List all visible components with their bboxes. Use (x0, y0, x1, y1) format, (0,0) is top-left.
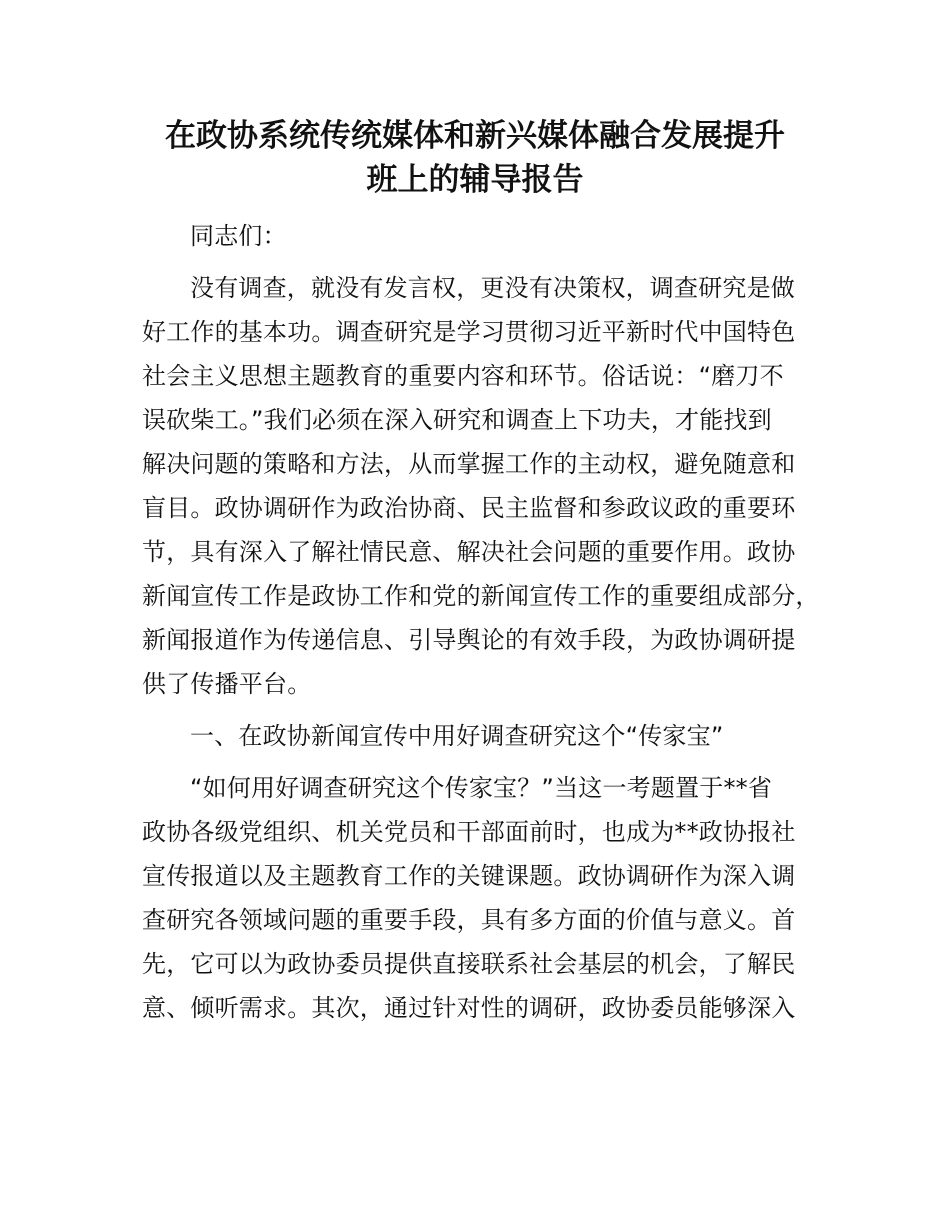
document-title-line-1: 在政协系统传统媒体和新兴媒体融合发展提升 (165, 118, 785, 154)
paragraph-2-line-3: 宣传报道以及主题教育工作的关键课题。政协调研作为深入调 (142, 862, 796, 890)
paragraph-1-line-8: 新闻宣传工作是政协工作和党的新闻宣传工作的重要组成部分， (142, 582, 820, 610)
section-1-heading: 一、在政协新闻宣传中用好调查研究这个“传家宝” (190, 722, 724, 750)
paragraph-1-line-7: 节，具有深入了解社情民意、解决社会问题的重要作用。政协 (142, 538, 796, 566)
paragraph-1-line-4: 误砍柴工。”我们必须在深入研究和调查上下功夫，才能找到 (142, 406, 772, 434)
paragraph-1-line-5: 解决问题的策略和方法，从而掌握工作的主动权，避免随意和 (142, 450, 796, 478)
paragraph-1-line-6: 盲目。政协调研作为政治协商、民主监督和参政议政的重要环 (142, 494, 796, 522)
paragraph-1-line-9: 新闻报道作为传递信息、引导舆论的有效手段，为政协调研提 (142, 626, 796, 654)
greeting: 同志们： (190, 222, 287, 250)
paragraph-2-line-6: 意、倾听需求。其次，通过针对性的调研，政协委员能够深入 (142, 994, 796, 1022)
paragraph-1-line-1: 没有调查，就没有发言权，更没有决策权，调查研究是做 (190, 274, 795, 302)
paragraph-1-line-10: 供了传播平台。 (142, 670, 312, 698)
paragraph-1-line-2: 好工作的基本功。调查研究是学习贯彻习近平新时代中国特色 (142, 318, 796, 346)
paragraph-2-line-5: 先，它可以为政协委员提供直接联系社会基层的机会，了解民 (142, 950, 796, 978)
paragraph-2-line-1: “如何用好调查研究这个传家宝？”当这一考题置于**省 (190, 774, 773, 802)
paragraph-2-line-2: 政协各级党组织、机关党员和干部面前时，也成为**政协报社 (142, 818, 796, 846)
paragraph-2-line-4: 查研究各领域问题的重要手段，具有多方面的价值与意义。首 (142, 906, 796, 934)
paragraph-1-line-3: 社会主义思想主题教育的重要内容和环节。俗话说：“磨刀不 (142, 362, 784, 390)
document-title-line-2: 班上的辅导报告 (366, 162, 584, 198)
